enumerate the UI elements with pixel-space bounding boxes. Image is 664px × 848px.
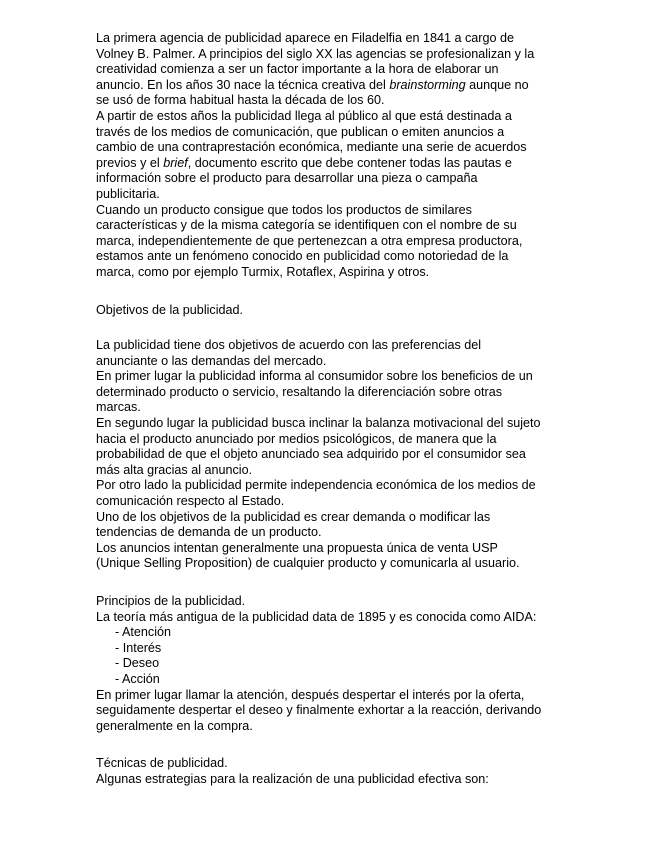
section-heading-tecnicas: Técnicas de publicidad. <box>96 756 228 771</box>
document-body <box>96 31 576 788</box>
list-item: - Acción <box>115 671 160 686</box>
text-line: marcas. <box>96 400 141 415</box>
text-line: publicitaria. <box>96 186 160 201</box>
text-line: Volney B. Palmer. A principios del siglo XX las agencias se profesionalizan y la <box>96 46 535 61</box>
text-span: anuncio. En los años 30 nace la técnica creativa del <box>96 77 390 92</box>
text-line: A partir de estos años la publicidad llega al público al que está destinada a <box>96 108 512 123</box>
text-line <box>96 156 576 172</box>
text-line: se usó de forma habitual hasta la década de los 60. <box>96 93 385 108</box>
text-line: Uno de los objetivos de la publicidad es crear demanda o modificar las <box>96 509 491 524</box>
section-heading-principios: Principios de la publicidad. <box>96 594 246 608</box>
emphasized-term: brief <box>163 155 188 170</box>
list-item: - Interés <box>115 640 162 655</box>
text-line: En primer lugar llamar la atención, después despertar el interés por la oferta, <box>96 687 525 702</box>
text-line: marca, independientemente de que pertenezcan a otra empresa productora, <box>96 233 523 248</box>
text-line: creatividad comienza a ser un factor importante a la hora de elaborar un <box>96 62 499 77</box>
text-line: La publicidad tiene dos objetivos de acuerdo con las preferencias del <box>96 338 482 353</box>
text-line: determinado producto o servicio, resaltando la diferenciación sobre otras <box>96 384 503 399</box>
text-line: La teoría más antigua de la publicidad data de 1895 y es conocida como AIDA: <box>96 609 537 624</box>
section-objetivos-body <box>96 338 576 572</box>
text-line: En segundo lugar la publicidad busca inclinar la balanza motivacional del sujeto <box>96 416 541 431</box>
text-span: , documento escrito que debe contener todas las pautas e <box>187 155 512 170</box>
list-item: - Deseo <box>115 656 160 671</box>
text-line: seguidamente despertar el deseo y finalmente exhortar a la reacción, derivando <box>96 703 542 718</box>
text-line: información sobre el producto para desarrollar una pieza o campaña <box>96 171 478 186</box>
text-line: (Unique Selling Proposition) de cualquier producto y comunicarla al usuario. <box>96 556 520 571</box>
text-line: probabilidad de que el objeto anunciado sea adquirido por el consumidor sea <box>96 447 526 462</box>
text-line: Cuando un producto consigue que todos los productos de similares <box>96 202 472 217</box>
text-line: comunicación respecto al Estado. <box>96 494 285 509</box>
text-line <box>96 78 576 94</box>
emphasized-term: brainstorming <box>389 77 466 92</box>
text-line: La primera agencia de publicidad aparece en Filadelfia en 1841 a cargo de <box>96 31 514 45</box>
text-line: marca, como por ejemplo Turmix, Rotaflex, Aspirina y otros. <box>96 264 430 279</box>
text-line: través de los medios de comunicación, que publican o emiten anuncios a <box>96 124 505 139</box>
text-span: previos y el <box>96 155 164 170</box>
text-span: aunque no <box>465 77 529 92</box>
section-heading-objetivos: Objetivos de la publicidad. <box>96 302 244 317</box>
text-line: cambio de una contraprestación económica, mediante una serie de acuerdos <box>96 140 527 155</box>
aida-list <box>96 625 576 687</box>
text-line: anunciante o las demandas del mercado. <box>96 353 327 368</box>
list-item: - Atención <box>115 625 172 640</box>
text-line: hacia el producto anunciado por medios psicológicos, de manera que la <box>96 431 497 446</box>
text-line: tendencias de demanda de un producto. <box>96 525 322 540</box>
text-line: más alta gracias al anuncio. <box>96 462 253 477</box>
text-line: Algunas estrategias para la realización de una publicidad efectiva son: <box>96 771 489 786</box>
text-line: generalmente en la compra. <box>96 718 253 733</box>
text-line: estamos ante un fenómeno conocido en publicidad como notoriedad de la <box>96 249 509 264</box>
text-line: Por otro lado la publicidad permite independencia económica de los medios de <box>96 478 536 493</box>
text-line: En primer lugar la publicidad informa al consumidor sobre los beneficios de un <box>96 369 533 384</box>
text-line: Los anuncios intentan generalmente una propuesta única de venta USP <box>96 540 498 555</box>
text-line: características y de la misma categoría se identifiquen con el nombre de su <box>96 218 517 233</box>
